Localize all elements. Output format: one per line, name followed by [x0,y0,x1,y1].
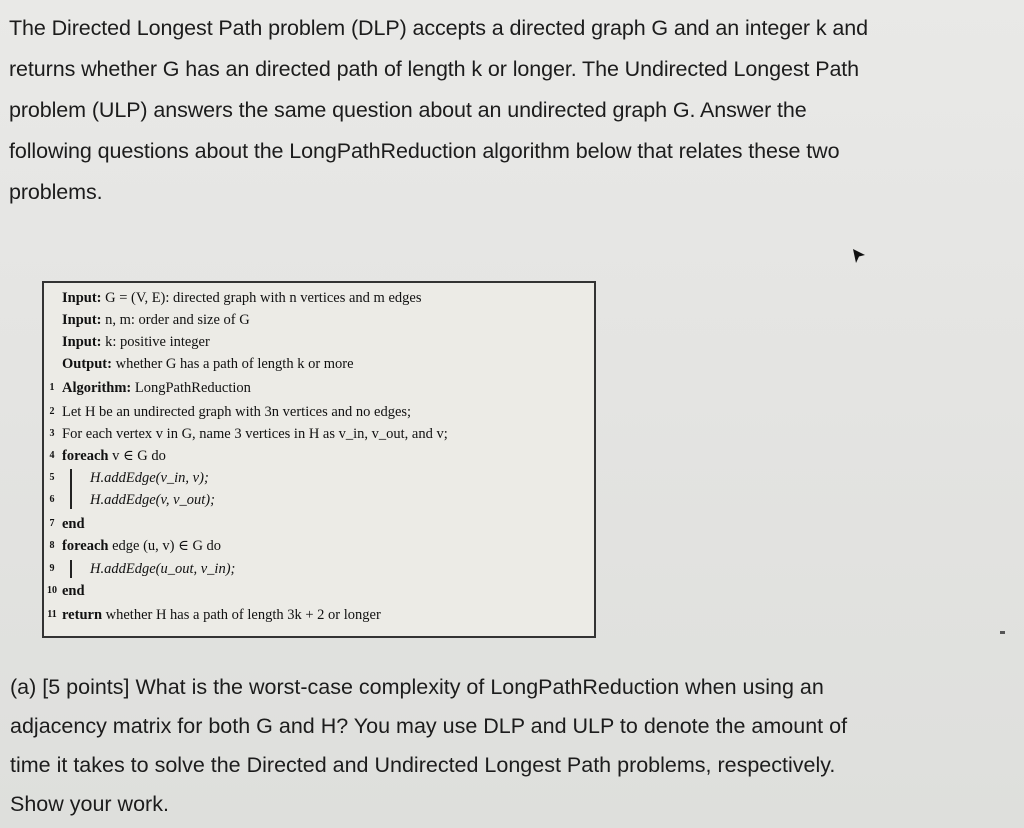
line-text: H.addEdge(v_in, v); [90,470,209,486]
input-text: n, m: order and size of G [105,312,250,328]
question-line: (a) [5 points] What is the worst-case complexity of LongPathReduction when using an [10,675,824,699]
line-text: H.addEdge(u_out, v_in); [90,561,236,577]
keyword: foreach [62,448,109,464]
line-text: v ∈ G do [112,448,166,464]
keyword: return [62,607,103,623]
line-number: 8 [49,540,55,551]
input-label: Input: [62,290,102,306]
algorithm-box [42,281,596,638]
intro-line: problems. [9,180,103,204]
line-number: 9 [49,563,55,574]
input-label: Input: [62,312,102,328]
line-number: 2 [49,406,55,417]
line-text: H.addEdge(v, v_out); [90,492,215,508]
input-label: Input: [62,334,102,350]
keyword: foreach [62,538,109,554]
line-number: 11 [47,609,57,620]
intro-line: following questions about the LongPathReduction algorithm below that relates these two [9,139,840,163]
line-text: LongPathReduction [134,380,251,396]
line-number: 6 [49,494,55,505]
line-number: 7 [49,518,55,529]
output-text: whether G has a path of length k or more [115,356,354,372]
keyword: end [62,516,85,532]
line-number: 3 [49,428,55,439]
question-line: Show your work. [10,792,169,816]
line-number: 5 [49,472,55,483]
question-a [10,668,1015,824]
scan-mark [1000,631,1005,634]
intro-line: The Directed Longest Path problem (DLP) accepts a directed graph G and an integer k and [9,16,868,40]
line-text: whether H has a path of length 3k + 2 or longer [105,607,381,623]
line-number: 10 [47,585,57,596]
line-text: For each vertex v in G, name 3 vertices in H as v_in, v_out, and v; [62,426,448,442]
line-number: 1 [49,382,55,393]
keyword: Algorithm: [62,380,132,396]
intro-line: returns whether G has an directed path of length k or longer. The Undirected Longest Path [9,57,860,81]
keyword: end [62,583,85,599]
line-text: Let H be an undirected graph with 3n vertices and no edges; [62,404,412,420]
question-line: time it takes to solve the Directed and Undirected Longest Path problems, respectively. [10,753,836,777]
line-number: 4 [49,450,55,461]
question-line: adjacency matrix for both G and H? You may use DLP and ULP to denote the amount of [10,714,848,738]
problem-statement [9,8,1019,213]
indent-bar [70,560,72,578]
mouse-cursor-icon [852,248,866,264]
input-text: k: positive integer [105,334,210,350]
intro-line: problem (ULP) answers the same question about an undirected graph G. Answer the [9,98,807,122]
input-text: G = (V, E): directed graph with n vertices and m edges [105,290,422,306]
indent-bar [70,469,72,509]
line-text: edge (u, v) ∈ G do [112,538,222,554]
output-label: Output: [62,356,112,372]
